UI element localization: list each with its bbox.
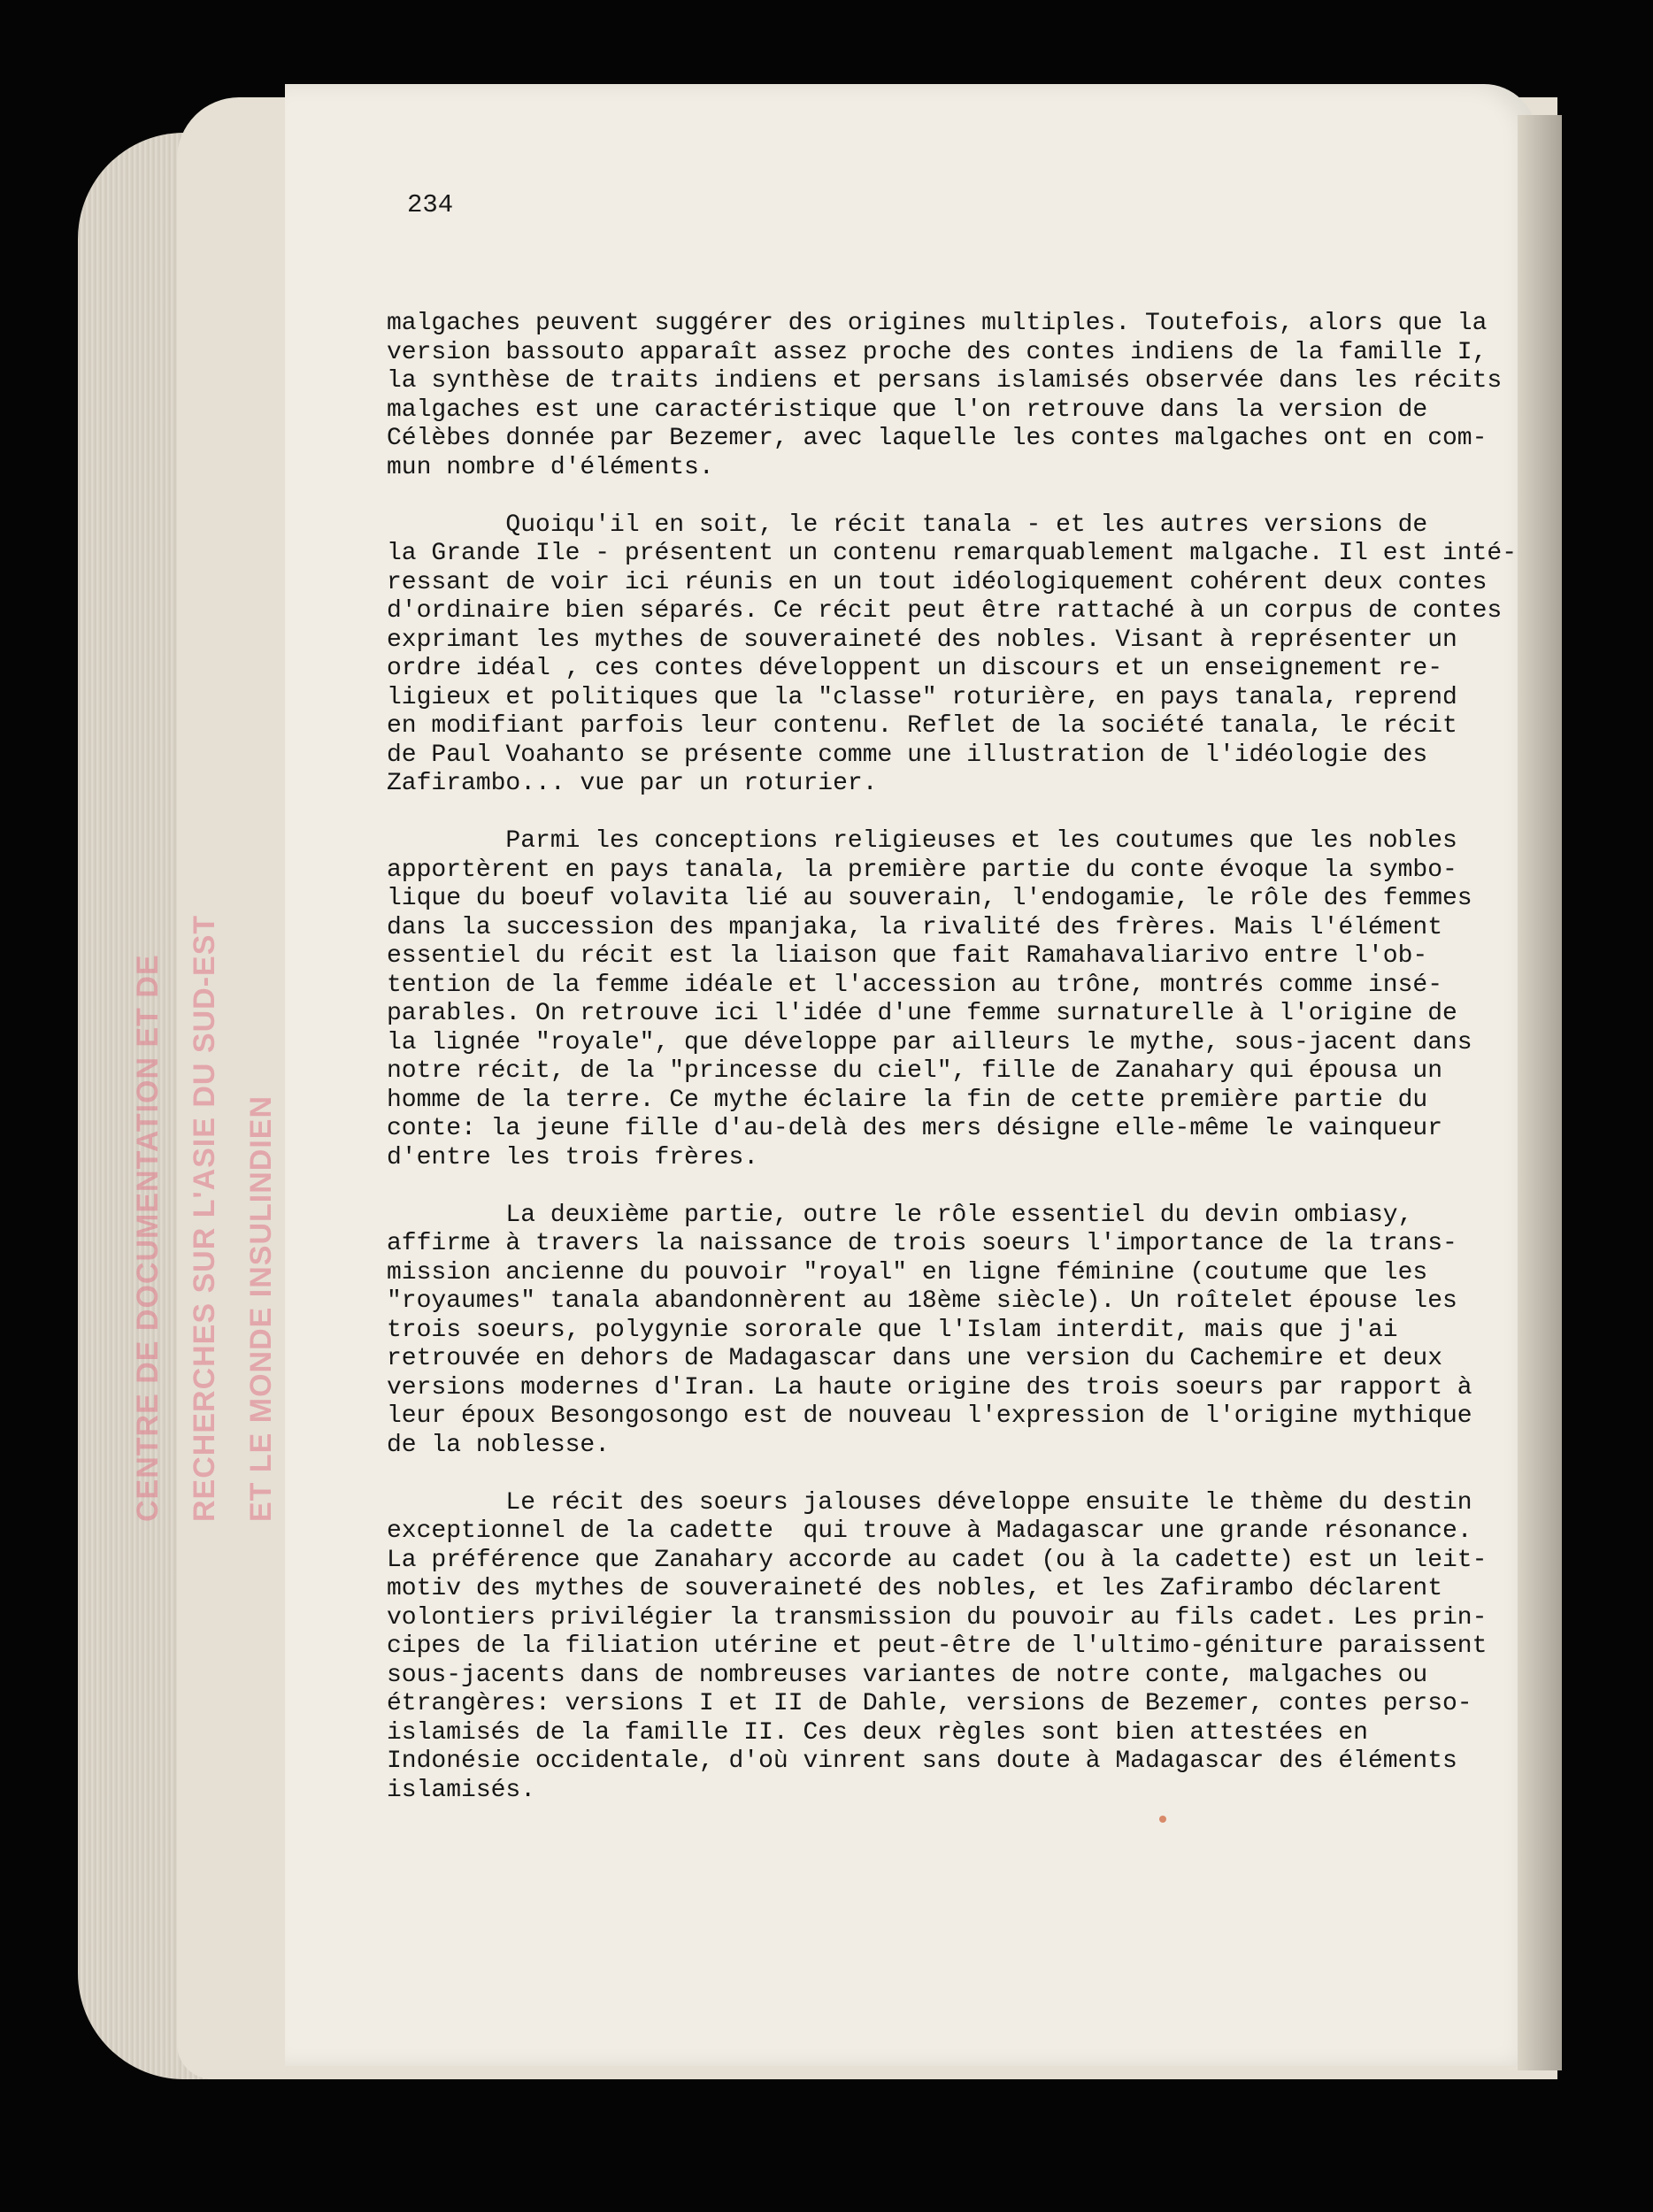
text-line: dans la succession des mpanjaka, la rivalité des frères. Mais l'élément <box>387 913 1442 941</box>
text-line: retrouvée en dehors de Madagascar dans une version du Cachemire et deux <box>387 1345 1442 1372</box>
text-line: Le récit des soeurs jalouses développe ensuite le thème du destin <box>387 1488 1472 1517</box>
text-line: cipes de la filiation utérine et peut-être de l'ultimo-géniture paraissent <box>387 1632 1488 1660</box>
text-line: d'ordinaire bien séparés. Ce récit peut être rattaché à un corpus de contes <box>387 597 1503 625</box>
text-line: volontiers privilégier la transmission du pouvoir au fils cadet. Les prin- <box>387 1603 1488 1632</box>
ink-spot <box>1159 1816 1166 1823</box>
text-line: mun nombre d'éléments. <box>387 453 714 481</box>
text-line: de la noblesse. <box>387 1431 611 1459</box>
text-line: lique du boeuf volavita lié au souverain, l'endogamie, le rôle des femmes <box>387 885 1472 912</box>
text-line: malgaches peuvent suggérer des origines multiples. Toutefois, alors que la <box>387 310 1488 337</box>
text-line: motiv des mythes de souveraineté des nobles, et les Zafirambo déclarent <box>387 1575 1442 1602</box>
body-text <box>387 310 1518 1834</box>
paragraph-4 <box>387 1202 1497 1461</box>
text-line: la Grande Ile - présentent un contenu remarquablement malgache. Il est inté- <box>387 540 1518 567</box>
text-line: version bassouto apparaît assez proche des contes indiens de la famille I, <box>387 338 1488 366</box>
page-number: 234 <box>407 190 454 219</box>
text-line: islamisés de la famille II. Ces deux règles sont bien attestées en <box>387 1718 1368 1747</box>
text-line: exceptionnel de la cadette qui trouve à Madagascar une grande résonance. <box>387 1517 1472 1545</box>
text-line: essentiel du récit est la liaison que fait Ramahavaliarivo entre l'ob- <box>387 942 1428 970</box>
stamp-line-2: RECHERCHES SUR L'ASIE DU SUD-EST <box>188 914 221 1522</box>
paragraph-3 <box>387 827 1497 1172</box>
text-line: en modifiant parfois leur contenu. Reflet de la société tanala, le récit <box>387 712 1457 740</box>
text-line: notre récit, de la "princesse du ciel", fille de Zanahary qui épousa un <box>387 1057 1442 1085</box>
text-line: ligieux et politiques que la "classe" roturière, en pays tanala, reprend <box>387 683 1457 711</box>
text-line: La préférence que Zanahary accorde au cadet (ou à la cadette) est un leit- <box>387 1546 1488 1574</box>
text-line: la lignée "royale", que développe par ailleurs le mythe, sous-jacent dans <box>387 1028 1472 1056</box>
paragraph-5 <box>387 1489 1497 1806</box>
stamp-line-3: ET LE MONDE INSULINDIEN <box>244 1094 278 1522</box>
text-line: versions modernes d'Iran. La haute origine des trois soeurs par rapport à <box>387 1373 1472 1402</box>
text-line: "royaumes" tanala abandonnèrent au 18ème siècle). Un roîtelet épouse les <box>387 1287 1457 1315</box>
text-line: ordre idéal , ces contes développent un discours et un enseignement re- <box>387 655 1442 682</box>
text-line: Quoiqu'il en soit, le récit tanala - et les autres versions de <box>387 511 1428 539</box>
text-line: parables. On retrouve ici l'idée d'une femme surnaturelle à l'origine de <box>387 1000 1457 1027</box>
text-line: Parmi les conceptions religieuses et les coutumes que les nobles <box>387 827 1457 855</box>
text-line: trois soeurs, polygynie sororale que l'Islam interdit, mais que j'ai <box>387 1316 1398 1344</box>
text-line: homme de la terre. Ce mythe éclaire la fin de cette première partie du <box>387 1086 1428 1114</box>
text-line: la synthèse de traits indiens et persans islamisés observée dans les récits <box>387 367 1503 395</box>
text-line: Célèbes donnée par Bezemer, avec laquelle les contes malgaches ont en com- <box>387 425 1488 452</box>
paragraph-2 <box>387 511 1518 799</box>
text-line: de Paul Voahanto se présente comme une illustration de l'idéologie des <box>387 741 1428 769</box>
text-line: tention de la femme idéale et l'accession au trône, montrés comme insé- <box>387 971 1442 999</box>
text-line: sous-jacents dans de nombreuses variantes de notre conte, malgaches ou <box>387 1661 1428 1689</box>
text-line: conte: la jeune fille d'au-delà des mers désigne elle-même le vainqueur <box>387 1115 1442 1142</box>
text-line: d'entre les trois frères. <box>387 1143 759 1171</box>
text-line: mission ancienne du pouvoir "royal" en ligne féminine (coutume que les <box>387 1258 1428 1286</box>
text-line: La deuxième partie, outre le rôle essentiel du devin ombiasy, <box>387 1201 1413 1229</box>
text-line: étrangères: versions I et II de Dahle, versions de Bezemer, contes perso- <box>387 1690 1472 1717</box>
text-line: ressant de voir ici réunis en un tout idéologiquement cohérent deux contes <box>387 568 1488 596</box>
text-line: Zafirambo... vue par un roturier. <box>387 770 878 797</box>
text-line: apportèrent en pays tanala, la première partie du conte évoque la symbo- <box>387 856 1457 884</box>
paragraph-1 <box>387 310 1503 482</box>
text-line: leur époux Besongosongo est de nouveau l'expression de l'origine mythique <box>387 1402 1472 1430</box>
text-line: affirme à travers la naissance de trois soeurs l'importance de la trans- <box>387 1230 1457 1257</box>
page-fold-shadow <box>1518 115 1562 2070</box>
text-line: islamisés. <box>387 1776 536 1804</box>
text-line: Indonésie occidentale, d'où vinrent sans doute à Madagascar des éléments <box>387 1747 1457 1775</box>
text-line: exprimant les mythes de souveraineté des nobles. Visant à représenter un <box>387 626 1457 654</box>
text-line: malgaches est une caractéristique que l'on retrouve dans la version de <box>387 396 1428 424</box>
stamp-line-1: CENTRE DE DOCUMENTATION ET DE <box>131 954 165 1522</box>
